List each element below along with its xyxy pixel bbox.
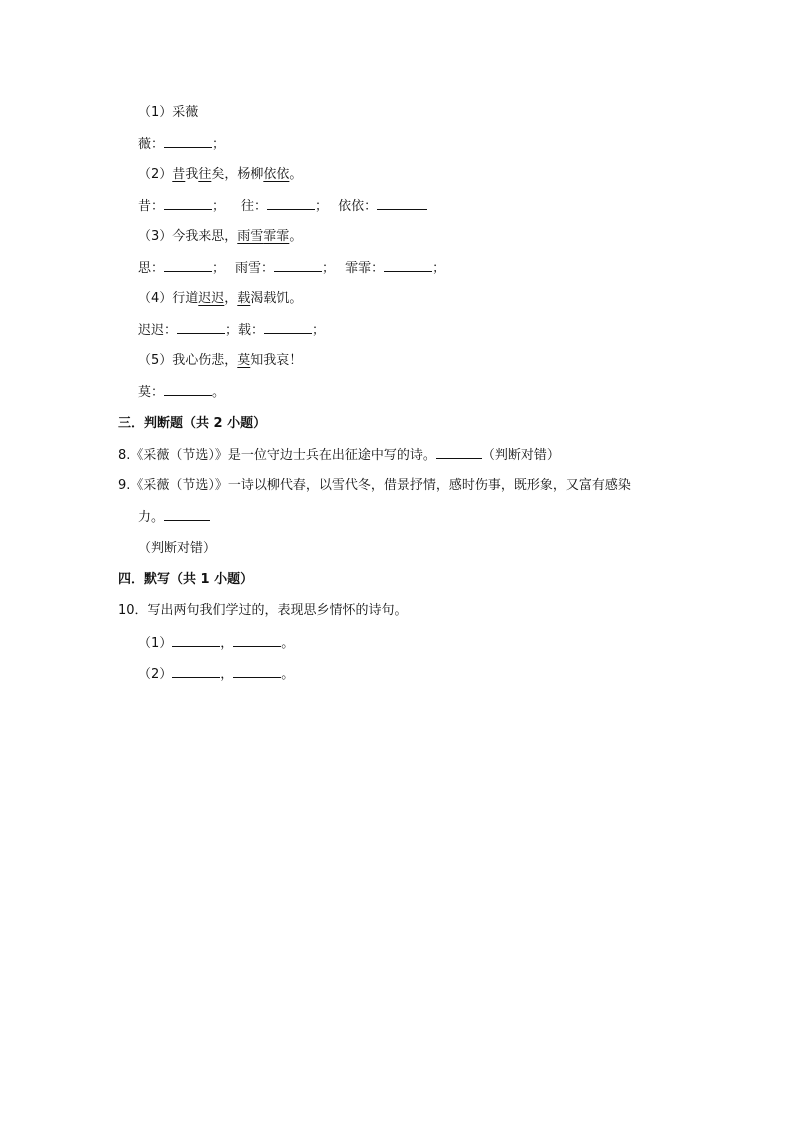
subitem-2-heading: （2）昔我往矣，杨柳依依。	[138, 167, 303, 182]
answer-blank[interactable]	[164, 259, 212, 272]
subitem-1-answer-row: 薇： ；	[138, 137, 226, 152]
subitem-4-heading: （4）行道迟迟，载渴载饥。	[138, 291, 303, 306]
answer-blank[interactable]	[164, 135, 212, 148]
answer-blank[interactable]	[177, 321, 225, 334]
answer-blank[interactable]	[164, 197, 212, 210]
answer-blank[interactable]	[172, 665, 220, 678]
answer-blank[interactable]	[233, 665, 281, 678]
question-10: 10．写出两句我们学过的，表现思乡情怀的诗句。	[118, 603, 408, 618]
answer-blank[interactable]	[436, 446, 482, 459]
subitem-2-answer-row: 昔： ； 往： ； 依依：	[138, 197, 427, 216]
section-4-title: 四．默写（共 1 小题）	[118, 572, 254, 587]
answer-blank[interactable]	[264, 321, 312, 334]
question-10-line-1: （1） ， 。	[138, 636, 295, 651]
answer-blank[interactable]	[233, 634, 281, 647]
answer-blank[interactable]	[164, 383, 212, 396]
section-3-title: 三．判断题（共 2 小题）	[118, 416, 267, 431]
question-9-continuation: 力。	[138, 508, 210, 527]
answer-blank[interactable]	[172, 634, 220, 647]
answer-blank[interactable]	[164, 508, 210, 521]
subitem-4-answer-row: 迟迟： ；载： ；	[138, 323, 326, 338]
subitem-3-heading: （3）今我来思，雨雪霏霏。	[138, 229, 303, 244]
subitem-3-answer-row: 思： ； 雨雪： ； 霏霏： ；	[138, 261, 446, 276]
answer-blank[interactable]	[267, 197, 315, 210]
answer-blank[interactable]	[274, 259, 322, 272]
subitem-5-heading: （5）我心伤悲，莫知我哀！	[138, 353, 303, 368]
subitem-1-heading: （1）采薇	[138, 105, 199, 120]
answer-blank[interactable]	[384, 259, 432, 272]
answer-blank[interactable]	[377, 197, 427, 210]
question-10-line-2: （2） ， 。	[138, 667, 295, 682]
subitem-5-answer-row: 莫： 。	[138, 385, 226, 400]
question-8: 8.《采薇（节选）》是一位守边士兵在出征途中写的诗。 （判断对错）	[118, 448, 560, 463]
question-9: 9.《采薇（节选）》一诗以柳代春，以雪代冬，借景抒情，感时伤事，既形象，又富有感染	[118, 478, 631, 493]
question-9-tail: （判断对错）	[138, 541, 217, 556]
